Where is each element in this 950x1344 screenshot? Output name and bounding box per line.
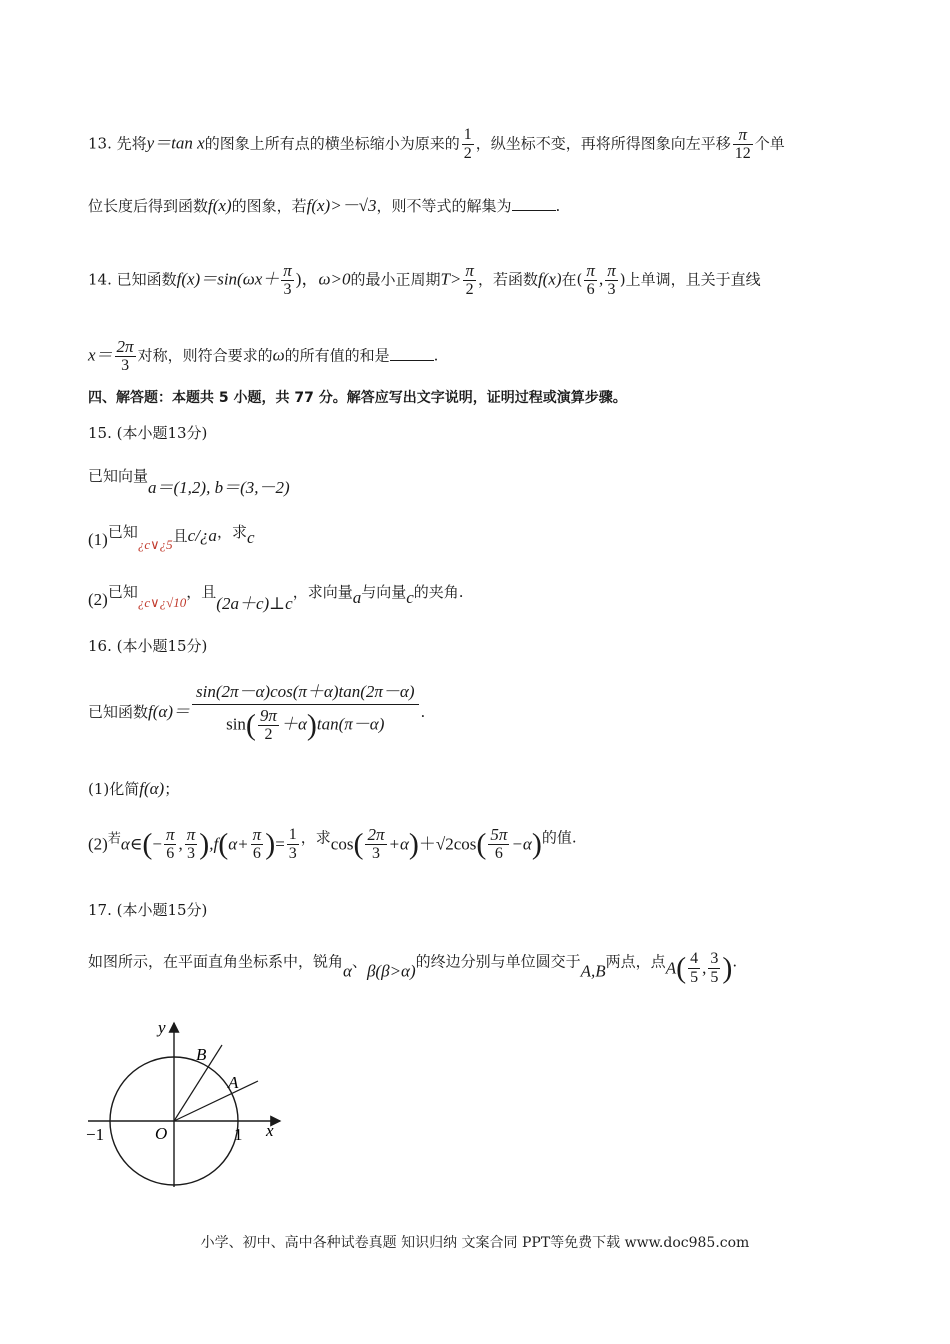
q16-p2-plus: ＋√2cos	[418, 834, 477, 854]
q14-t3: ，若函数	[477, 270, 538, 289]
q14-t5: )上单调，且关于直线	[619, 270, 761, 289]
q14-frac4: $\frac{\pi}{3}$	[607, 261, 616, 298]
q15-p2-label: (2)	[88, 590, 108, 609]
q16-end: .	[420, 703, 426, 721]
q14-line1: 14. 已知函数f(x)＝sin(ωx＋ $\frac{\pi}{3}$ )，ω>0的最小正周期T> $\frac{\pi}{2}$ ，若函数f(x)在( $\frac{\pi}{6}$ , $\frac{\pi}{3}$ )上单调，且关于直线	[88, 261, 761, 298]
q16-p2-cos: cos	[330, 834, 354, 854]
q13-t5: 的图象，若	[231, 197, 307, 215]
q14-period: T>	[440, 269, 462, 289]
q17-beta: β(β>α)	[366, 961, 416, 981]
q13-answer-blank	[512, 196, 556, 211]
label-one: 1	[234, 1125, 243, 1144]
q15-p2-text: 已知	[107, 583, 138, 601]
q16-big-fraction	[192, 680, 419, 744]
q13-t3: 个单	[754, 134, 785, 153]
label-neg1: −1	[86, 1125, 105, 1144]
q15-given: 已知向量	[88, 467, 149, 485]
q17-sep: 、	[351, 952, 367, 971]
q16-function	[88, 680, 425, 744]
q17-fr2: $\frac{3}{5}$	[710, 950, 719, 986]
q17-ab: A,B	[580, 961, 606, 981]
q14-t7: 的所有值的和是	[284, 346, 390, 365]
q14-t6: 对称，则符合要求的	[137, 346, 273, 365]
q15-p1-cond: ¿c∨¿5	[137, 537, 173, 552]
label-y: y	[158, 1018, 166, 1037]
q13-t1: 的图象上所有点的横坐标缩小为原来的	[204, 134, 460, 153]
q13-fx: f(x)	[208, 196, 232, 215]
q14-prefix: 14. 已知函数	[88, 270, 177, 289]
q15-p1-c: c	[246, 528, 255, 547]
q13-t2: ，纵坐标不变，再将所得图象向左平移	[475, 134, 731, 153]
q14-line2	[88, 338, 438, 375]
label-b: B	[196, 1045, 207, 1064]
q14-answer-blank	[390, 346, 434, 361]
q15-given-line	[88, 466, 290, 497]
q15-p2-with: 与向量	[361, 583, 407, 601]
label-a: A	[228, 1073, 239, 1092]
q15-vectors: a＝(1,2), b＝(3,－2)	[148, 478, 290, 497]
q16-denominator: sin( $\frac{9\pi}{2}$ ＋α)tan(π－α)	[226, 706, 385, 743]
footer-link[interactable]: 小学、初中、高中各种试卷真题 知识归纳 文案合同 PPT等免费下载 www.doc985.com	[200, 1235, 750, 1251]
q15-p2-and: ，且	[186, 583, 217, 601]
q16-p2-alpha: α∈	[120, 834, 143, 854]
q13-frac1: $\frac{1}{2}$	[463, 126, 472, 162]
q15-part2	[88, 582, 464, 613]
q14-t2: 的最小正周期	[350, 270, 441, 289]
q13-t6: ，则不等式的解集为	[376, 197, 512, 215]
q17-text2: 的终边分别与单位圆交于	[415, 952, 581, 971]
q14-line: x＝	[88, 345, 113, 365]
unit-circle-figure	[80, 1015, 310, 1190]
q16-part2: $(2)^若\alpha\in(-$ $\frac{\pi}{6}$ , $\frac{\pi}{3}$ ),f(α+ $\frac{\pi}{6}$ )= $\frac{1}{3}$ ，求cos( $\frac{2\pi}{3}$ +α)＋√2cos( $\frac{5\pi}{6}$ −α)的值.	[88, 825, 577, 862]
q14-frac3: $\frac{\pi}{6}$	[586, 261, 595, 298]
label-origin: O	[155, 1124, 168, 1143]
q16-p2-if: 若	[107, 831, 121, 847]
q15-p1-label: (1)	[88, 530, 108, 549]
q16-numerator: sin(2π－α)cos(π＋α)tan(2π－α)	[192, 680, 419, 705]
q16-p2-fr2: $\frac{\pi}{3}$	[186, 825, 196, 862]
q16-fa: f(α)＝	[148, 702, 190, 721]
q16-p1: (1)化简	[88, 780, 140, 798]
q16-p2-fr5: $\frac{2\pi}{3}$	[367, 825, 385, 862]
q13-line1	[88, 126, 785, 163]
q13-frac2: $\frac{\pi}{12}$	[734, 125, 751, 162]
q17-head: 17. (本小题15分)	[88, 901, 208, 919]
q16-p2-fr3: $\frac{\pi}{6}$	[252, 825, 262, 862]
q17-alpha: α	[343, 961, 352, 981]
q15-p2-perp: (2a＋c)⊥c	[216, 594, 293, 613]
q16-p2-end: 的值.	[541, 828, 577, 847]
q15-p2-cond: ¿c∨¿√10	[137, 595, 187, 610]
q17-text: 如图所示，在平面直角坐标系中，锐角α、β(β>α)的终边分别与单位圆交于A,B两点，点A( $\frac{4}{5}$ , $\frac{3}{5}$ ).	[88, 950, 738, 986]
q16-p2-label: (2)	[88, 834, 108, 854]
q14-t4: 在(	[561, 270, 583, 289]
q15-p2-end: 的夹角.	[413, 583, 464, 601]
q13-ineq: f(x)>－√3	[306, 196, 377, 215]
q15-p1-ask: ，求	[216, 523, 247, 541]
q15-part1	[88, 522, 255, 552]
q14-func: f(x)＝sin(ωx＋	[176, 269, 280, 289]
q15-p2-a: a	[352, 588, 362, 607]
q16-given: 已知函数	[88, 703, 149, 721]
q16-p2-ask: ，求	[300, 828, 331, 847]
q14-frac2: $\frac{\pi}{2}$	[465, 261, 474, 298]
q17-pointA: A	[665, 958, 677, 978]
q13-end: .	[555, 197, 561, 215]
q15-head: 15. (本小题13分)	[88, 424, 208, 442]
q16-part1	[88, 779, 179, 799]
q15-p1-par: c/¿a	[187, 526, 217, 545]
q15-p2-c: c	[406, 588, 414, 607]
q13-func: y＝tan x	[146, 133, 205, 153]
q14-end: .	[433, 346, 439, 365]
q17-text1: 如图所示，在平面直角坐标系中，锐角	[88, 952, 344, 971]
q13-prefix: 13. 先将	[88, 134, 147, 153]
q16-p2-f: ,f	[209, 834, 219, 854]
q14-t1: )，	[295, 269, 319, 289]
q14-cond: ω>0	[318, 269, 351, 289]
q15-p1-text: 已知	[107, 523, 138, 541]
q17-end: .	[732, 952, 738, 971]
q16-p2-fr6: $\frac{5\pi}{6}$	[490, 825, 508, 862]
q17-fr1: $\frac{4}{5}$	[690, 950, 699, 986]
q14-frac5: $\frac{2\pi}{3}$	[116, 337, 134, 374]
q14-fx: f(x)	[537, 269, 562, 289]
q16-p2-fr1: $\frac{\pi}{6}$	[165, 825, 175, 862]
q17-text3: 两点，点	[605, 952, 666, 971]
q16-p2-fr4: $\frac{1}{3}$	[288, 826, 297, 862]
q16-p1-end: ；	[164, 780, 180, 798]
label-x: x	[266, 1121, 274, 1140]
q13-t4: 位长度后得到函数	[88, 197, 209, 215]
q16-p1-f: f(α)	[139, 779, 165, 798]
q15-p1-and: 且	[172, 527, 188, 545]
q14-frac1: $\frac{\pi}{3}$	[283, 261, 292, 298]
q16-head: 16. (本小题15分)	[88, 637, 208, 655]
q14-omega: ω	[272, 345, 285, 365]
section4-heading: 四、解答题：本题共 5 小题，共 77 分。解答应写出文字说明，证明过程或演算步骤。	[88, 390, 627, 406]
q13-line2	[88, 196, 560, 216]
q15-p2-ask: ，求向量	[292, 583, 353, 601]
